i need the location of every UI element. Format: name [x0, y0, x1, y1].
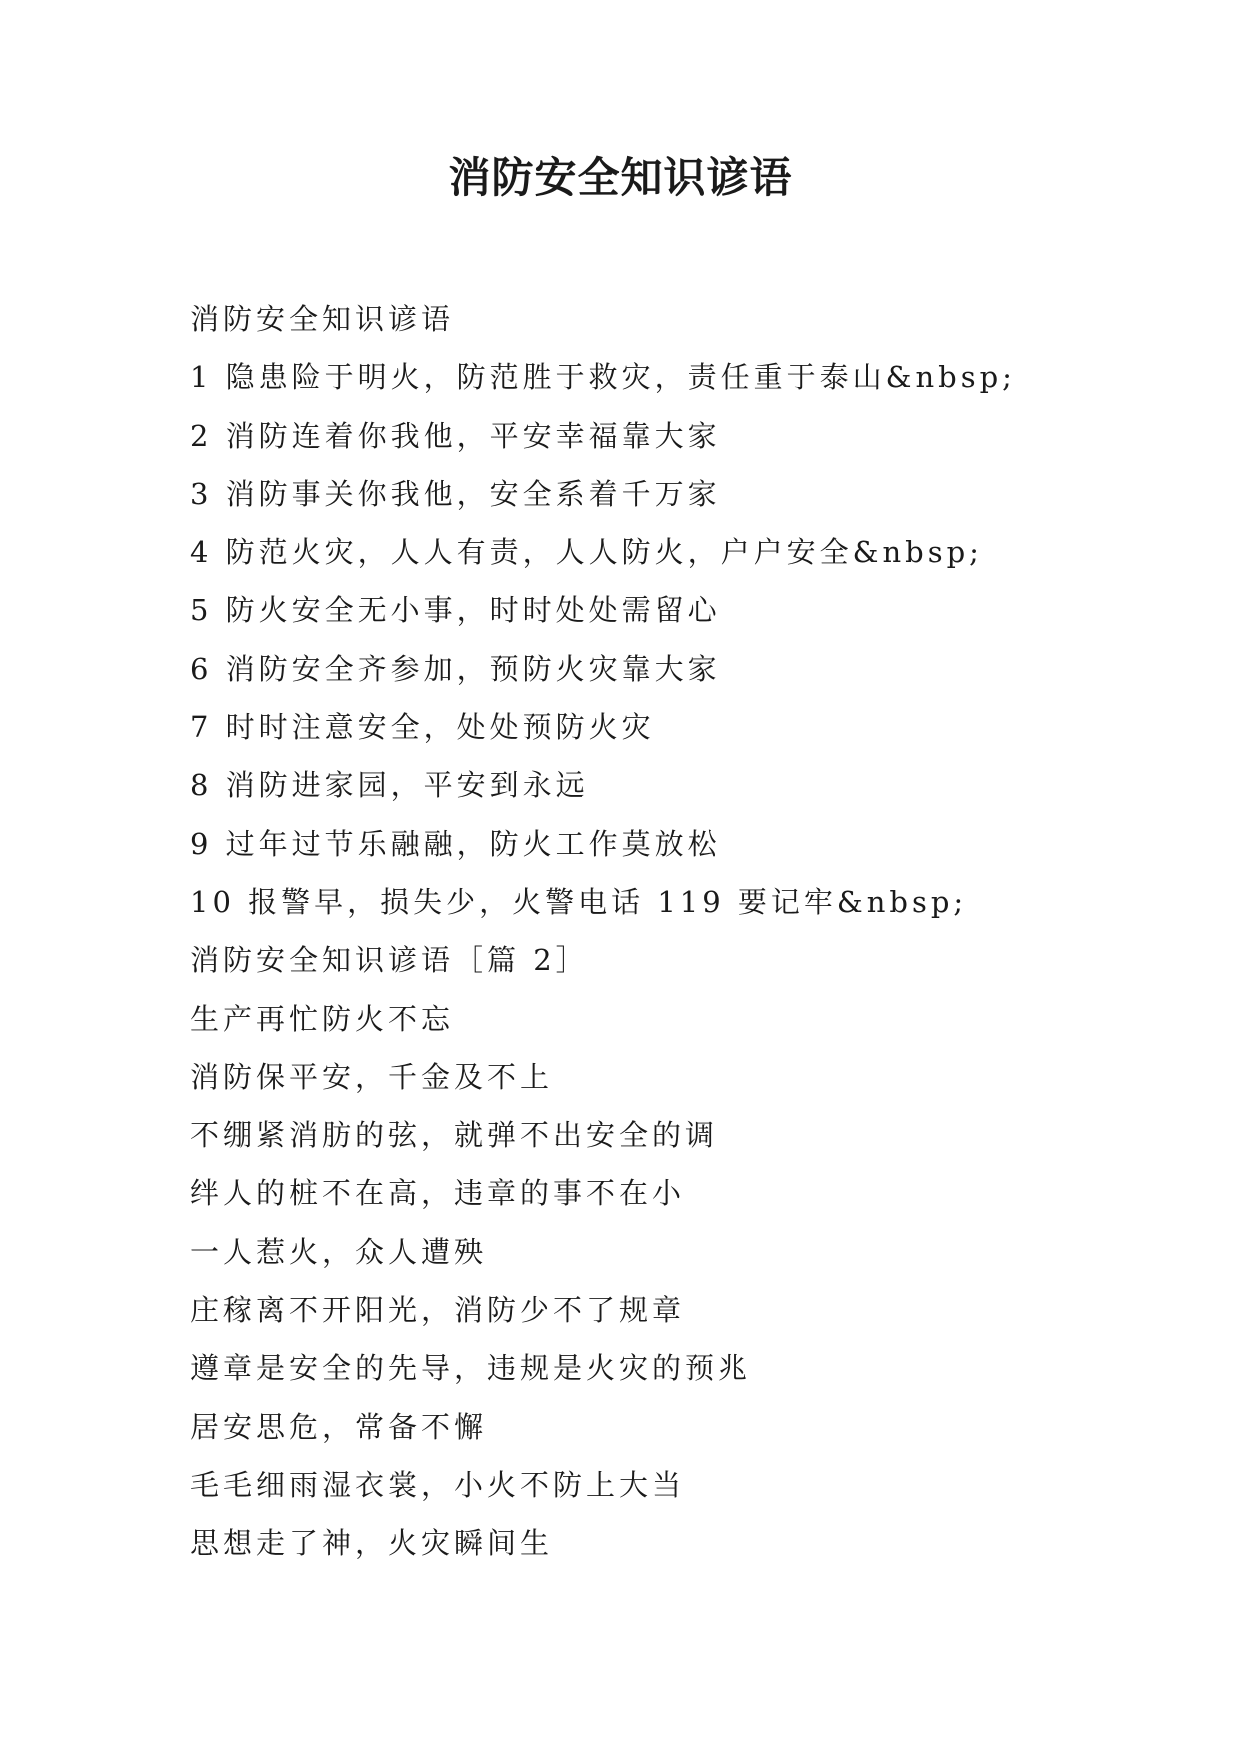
body-line: 居安思危，常备不懈 — [190, 1409, 488, 1444]
body-line: 8 消防进家园，平安到永远 — [190, 768, 589, 803]
body-line: 2 消防连着你我他，平安幸福靠大家 — [190, 418, 721, 453]
body-line: 9 过年过节乐融融，防火工作莫放松 — [190, 826, 721, 861]
body-line: 绊人的桩不在高，违章的事不在小 — [190, 1176, 686, 1211]
document-body — [190, 290, 1150, 1573]
body-line: 不绷紧消肪的弦，就弹不出安全的调 — [190, 1118, 719, 1153]
body-line: 10 报警早，损失少，火警电话 119 要记牢&nbsp; — [190, 884, 968, 919]
section-heading: 消防安全知识谚语［篇 2］ — [190, 943, 589, 978]
body-line: 一人惹火，众人遭殃 — [190, 1234, 488, 1269]
body-line: 生产再忙防火不忘 — [190, 1001, 455, 1036]
body-line: 消防保平安，千金及不上 — [190, 1059, 554, 1094]
body-line: 4 防范火灾，人人有责，人人防火，户户安全&nbsp; — [190, 535, 983, 570]
body-line: 遵章是安全的先导，违规是火灾的预兆 — [190, 1351, 752, 1386]
body-line: 1 隐患险于明火，防范胜于救灾，责任重于泰山&nbsp; — [190, 360, 1016, 395]
body-line: 思想走了神，火灾瞬间生 — [190, 1526, 554, 1561]
body-line: 毛毛细雨湿衣裳，小火不防上大当 — [190, 1467, 686, 1502]
body-line: 6 消防安全齐参加，预防火灾靠大家 — [190, 651, 721, 686]
body-line: 消防安全知识谚语 — [190, 302, 455, 336]
body-line: 5 防火安全无小事，时时处处需留心 — [190, 593, 721, 628]
document-title: 消防安全知识谚语 — [448, 153, 793, 202]
body-line: 庄稼离不开阳光，消防少不了规章 — [190, 1293, 686, 1328]
body-line: 3 消防事关你我他，安全系着千万家 — [190, 476, 721, 511]
body-line: 7 时时注意安全，处处预防火灾 — [190, 710, 655, 745]
